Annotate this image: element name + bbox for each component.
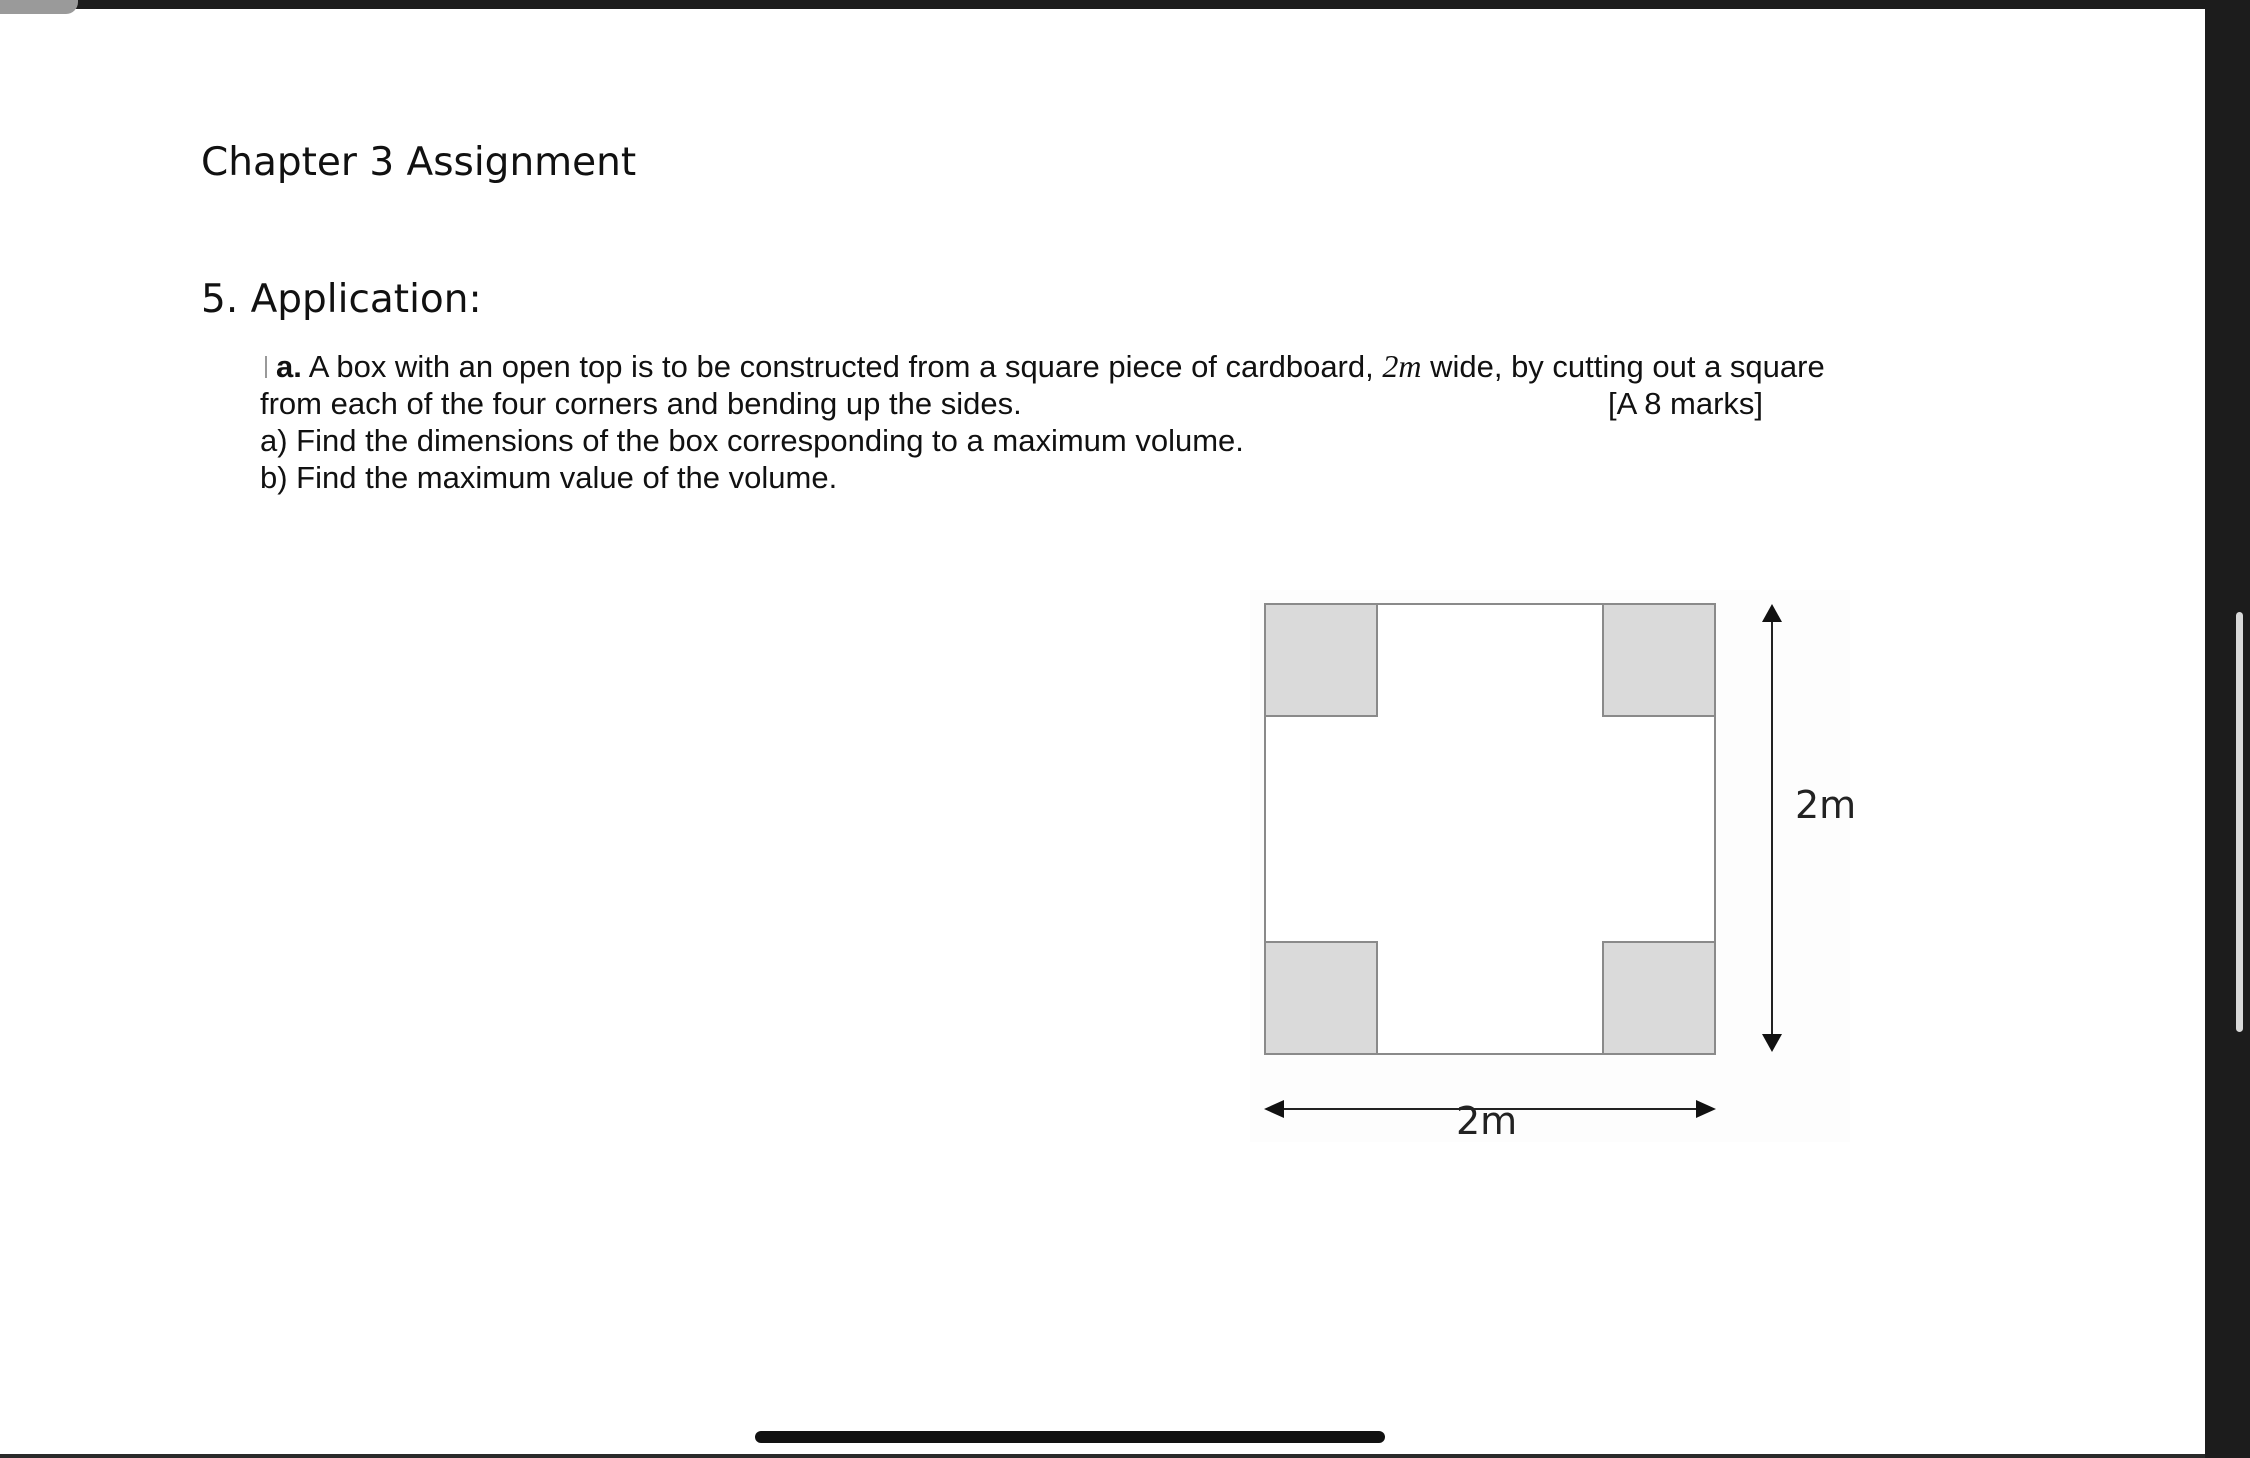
home-indicator[interactable]: [755, 1431, 1385, 1443]
right-panel: [2205, 0, 2250, 1458]
question-label: a.: [276, 349, 302, 384]
corner-cut-bottom-left: [1265, 942, 1377, 1054]
scrollbar[interactable]: [2236, 612, 2243, 1032]
marks-label: [A 8 marks]: [1608, 386, 1764, 421]
bottom-edge: [0, 1454, 2205, 1458]
question-part-a: [260, 422, 1860, 459]
part-b-text: b) Find the maximum value of the volume.: [260, 460, 838, 495]
top-bar: [0, 0, 2250, 9]
page-title: Chapter 3 Assignment: [201, 140, 637, 185]
section-title: 5. Application:: [201, 277, 482, 322]
question-block: [260, 348, 1860, 496]
question-text-part-1: A box with an open top is to be constructed from a square piece of cardboard,: [301, 349, 1383, 384]
question-text-line-2: from each of the four corners and bending up the sides.: [260, 386, 1022, 421]
part-a-text: a) Find the dimensions of the box corresponding to a maximum volume.: [260, 423, 1244, 458]
corner-cut-top-right: [1603, 604, 1715, 716]
height-label: 2m: [1795, 783, 1857, 827]
top-tab[interactable]: [0, 0, 78, 14]
question-line-1: [260, 348, 1860, 385]
corner-cut-bottom-right: [1603, 942, 1715, 1054]
question-text-part-2: wide, by cutting out a square: [1421, 349, 1825, 384]
cardboard-diagram: [1250, 590, 1860, 1150]
corner-cut-top-left: [1265, 604, 1377, 716]
text-cursor-mark: [265, 356, 267, 378]
question-line-2: [260, 385, 1860, 422]
question-part-b: [260, 459, 1860, 496]
question-variable: 2m: [1382, 348, 1422, 384]
width-label: 2m: [1456, 1099, 1518, 1143]
